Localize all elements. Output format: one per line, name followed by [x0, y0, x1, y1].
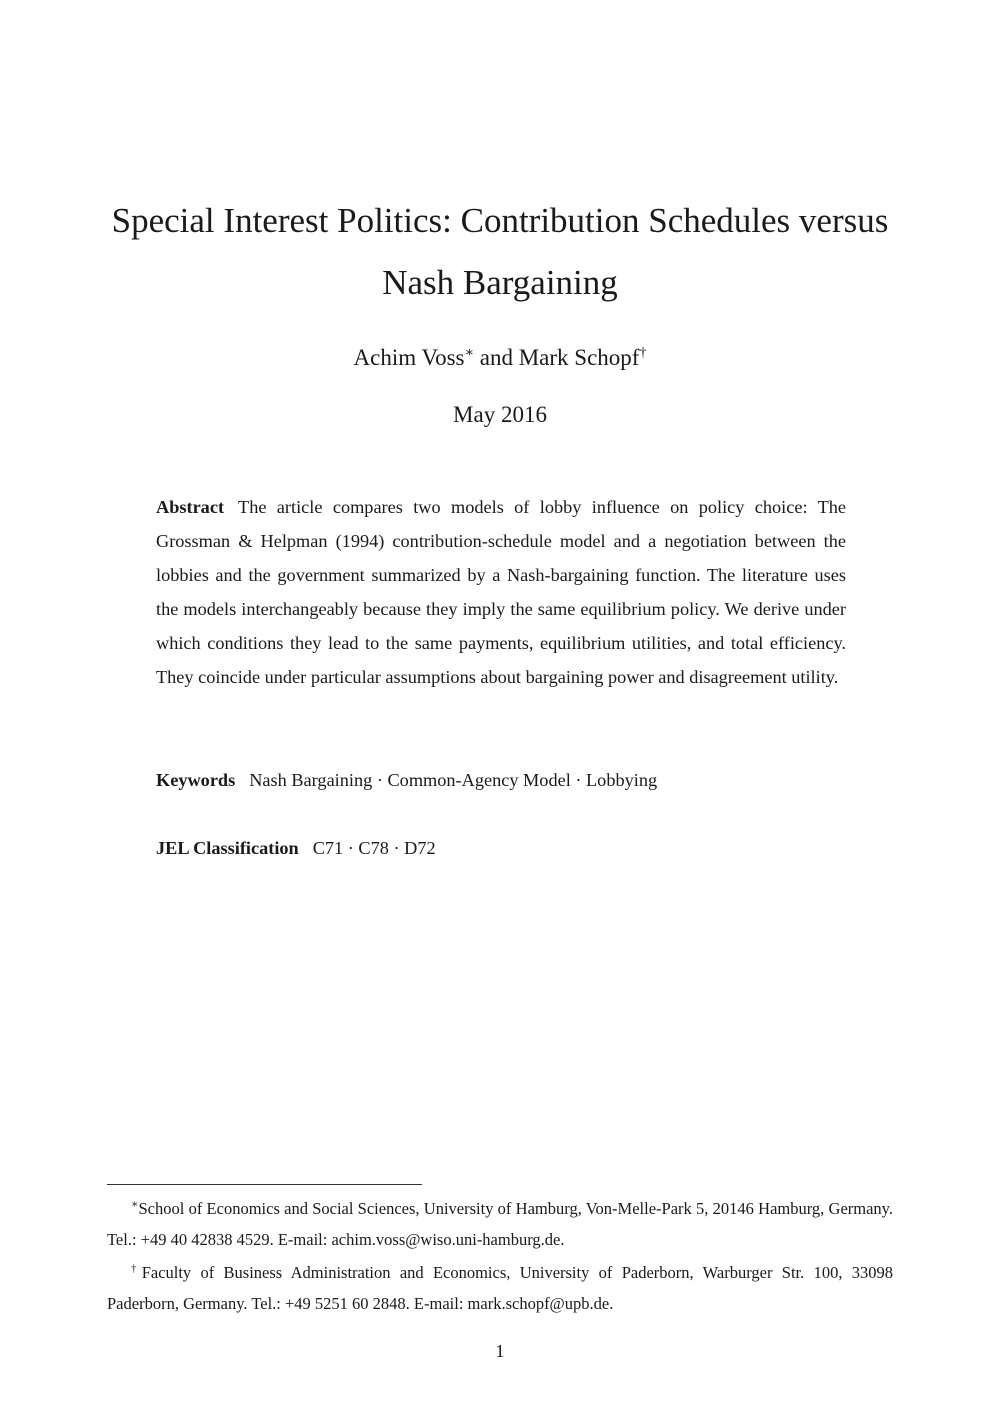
- author-line: [0, 338, 1000, 378]
- author-schopf: Mark Schopf: [518, 345, 640, 370]
- footnote-text: Faculty of Business Administration and Economics, University of Paderborn, Warburger Str. 100, 33098 Paderborn, Germany. Tel.: +49 5251 60 2848. E-mail: mark.schopf@upb.de.: [107, 1263, 893, 1313]
- footnote-divider: [107, 1184, 422, 1185]
- footnote-mark-author2[interactable]: †: [639, 345, 647, 361]
- author-connector: and: [474, 345, 519, 370]
- author-voss: Achim Voss: [353, 345, 465, 370]
- abstract-section: [156, 490, 846, 694]
- footnote-mark: †: [131, 1262, 142, 1275]
- jel-section: [156, 831, 846, 865]
- paper-title: Special Interest Politics: Contribution Schedules versus Nash Bargaining: [111, 201, 889, 302]
- footnote-text: School of Economics and Social Sciences, University of Hamburg, Von-Melle-Park 5, 20146 Hamburg, Germany. Tel.: +49 40 42838 4529. E-mail: achim.voss@wiso.uni-hamburg.de.: [107, 1199, 893, 1249]
- footnote-mark: ∗: [131, 1198, 139, 1211]
- jel-label: JEL Classification: [156, 838, 299, 858]
- abstract-label: Abstract: [156, 497, 225, 517]
- footnote-voss: [107, 1193, 893, 1255]
- page-number: 1: [495, 1341, 505, 1361]
- footnote-schopf: [107, 1257, 893, 1319]
- keywords-section: [156, 763, 846, 797]
- abstract-text: The article compares two models of lobby influence on policy choice: The Grossman & Helpman (1994) contribution-schedule model and a negotiation between the lobbies and the government summarized by a Nash-bargaining function. The literature uses the models interchangeably because they imply the same equilibrium policy. We derive under which conditions they lead to the same payments, equilibrium utilities, and total efficiency. They coincide under particular assumptions about bargaining power and disagreement utility.: [156, 497, 846, 687]
- keywords-label: Keywords: [156, 770, 236, 790]
- paper-date: May 2016: [453, 402, 547, 427]
- keywords-text: Nash Bargaining · Common-Agency Model · Lobbying: [249, 770, 658, 790]
- jel-text: C71 · C78 · D72: [312, 838, 436, 858]
- footnote-mark-author1[interactable]: ∗: [464, 345, 475, 361]
